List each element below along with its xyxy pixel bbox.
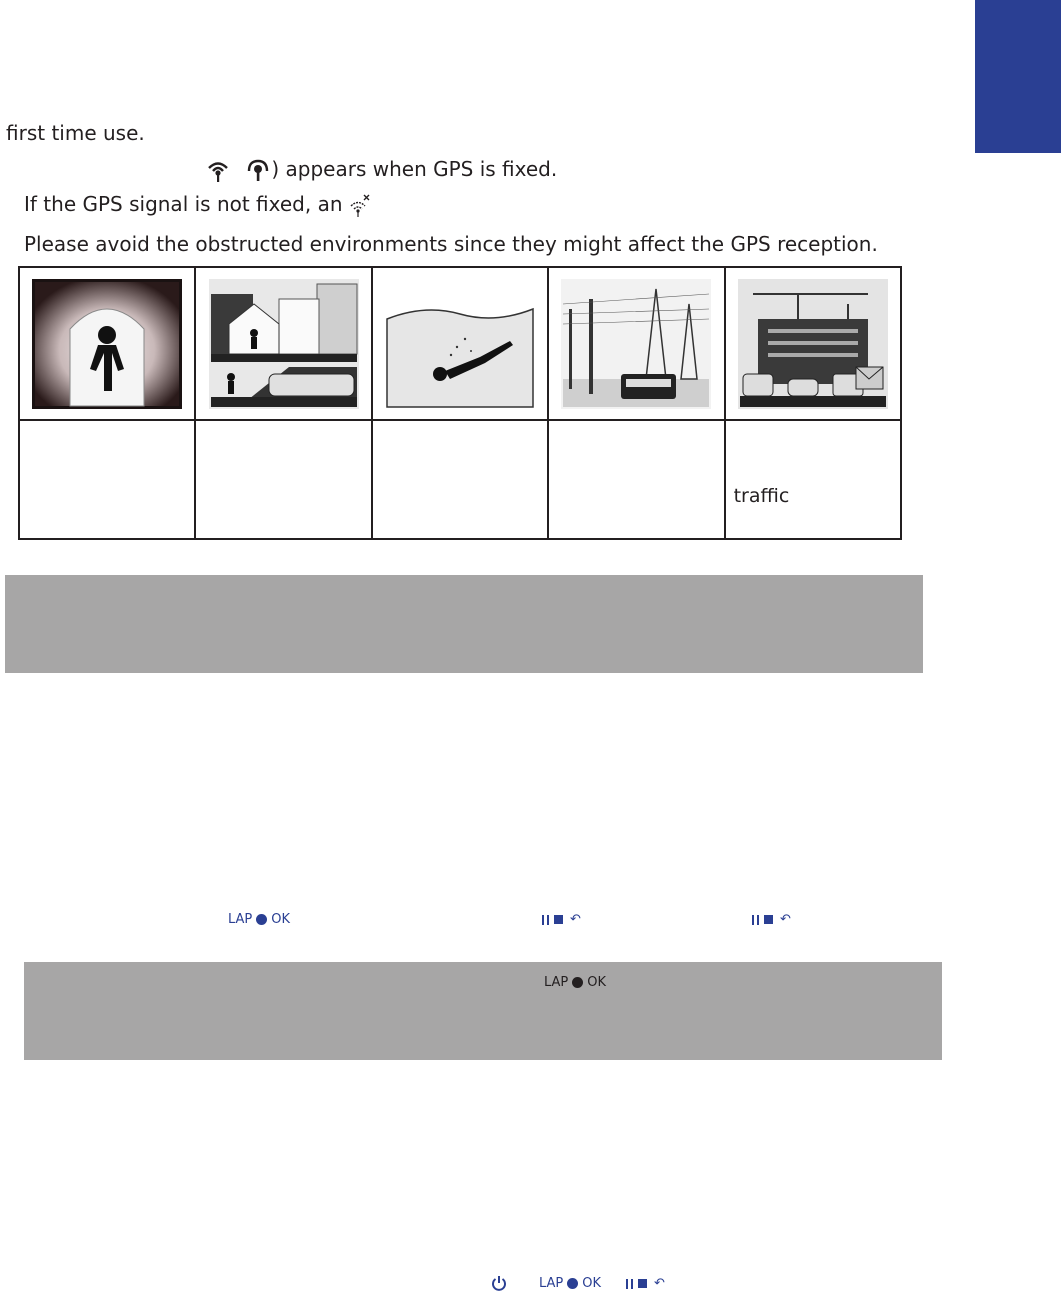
pause-stop-back-glyph-1 <box>542 912 581 927</box>
cell-buildings <box>195 267 371 420</box>
underwater-diver-image <box>385 279 535 409</box>
ok-label-2: OK <box>582 1276 602 1291</box>
back-icon-1: ↶ <box>570 912 581 927</box>
lap-ok-button-glyph-1 <box>228 912 290 927</box>
pause-icon-2 <box>752 915 760 925</box>
back-icon-3: ↶ <box>654 1276 665 1291</box>
record-dot-icon-1 <box>256 914 267 925</box>
caption-cell-3 <box>372 420 548 539</box>
text-line-gps-fixed <box>205 157 557 183</box>
gps-fixed-text: ) appears when GPS is fixed. <box>271 157 558 181</box>
caption-cell-2 <box>195 420 371 539</box>
lap-label-2: LAP <box>539 1276 564 1291</box>
ok-label-note: OK <box>587 975 607 990</box>
record-dot-icon-2 <box>567 1278 578 1289</box>
gps-no-signal-icon <box>349 194 371 218</box>
back-icon-2: ↶ <box>780 912 791 927</box>
gps-signal-strong-icon <box>245 159 271 183</box>
obstructed-environments-table <box>18 266 902 540</box>
construction-traffic-image <box>738 279 888 409</box>
text-line-avoid-obstructed: Please avoid the obstructed environments since they might affect the GPS reception. <box>24 232 878 256</box>
record-dot-icon-note <box>572 977 583 988</box>
lap-label-note: LAP <box>544 975 569 990</box>
caption-cell-1 <box>19 420 195 539</box>
power-lines-tram-image <box>561 279 711 409</box>
text-line-gps-not-fixed <box>24 192 371 218</box>
buildings-train-image <box>209 279 359 409</box>
text-line-first-time-use: first time use. <box>6 121 145 145</box>
lap-ok-button-glyph-2 <box>539 1276 601 1291</box>
cell-construction <box>725 267 901 420</box>
lap-label-1: LAP <box>228 912 253 927</box>
caption-traffic: traffic <box>733 485 790 507</box>
tunnel-image <box>32 279 182 409</box>
pause-icon-1 <box>542 915 550 925</box>
gps-signal-icon <box>205 159 231 183</box>
note-box-2 <box>24 962 942 1060</box>
cell-power-lines <box>548 267 724 420</box>
stop-icon-2 <box>764 915 773 924</box>
cell-tunnel <box>19 267 195 420</box>
caption-cell-4 <box>548 420 724 539</box>
stop-icon-3 <box>638 1279 647 1288</box>
power-icon-glyph <box>491 1275 507 1291</box>
note-box-1 <box>5 575 923 673</box>
pause-icon-3 <box>626 1279 634 1289</box>
pause-stop-back-glyph-3 <box>626 1276 665 1291</box>
pause-stop-back-glyph-2 <box>752 912 791 927</box>
gps-not-fixed-text: If the GPS signal is not fixed, an <box>24 192 343 216</box>
cell-underwater <box>372 267 548 420</box>
power-icon <box>491 1275 507 1291</box>
lap-ok-button-glyph-note <box>544 975 606 990</box>
chapter-tab <box>975 0 1061 153</box>
ok-label-1: OK <box>271 912 291 927</box>
stop-icon-1 <box>554 915 563 924</box>
caption-cell-5 <box>725 420 901 539</box>
